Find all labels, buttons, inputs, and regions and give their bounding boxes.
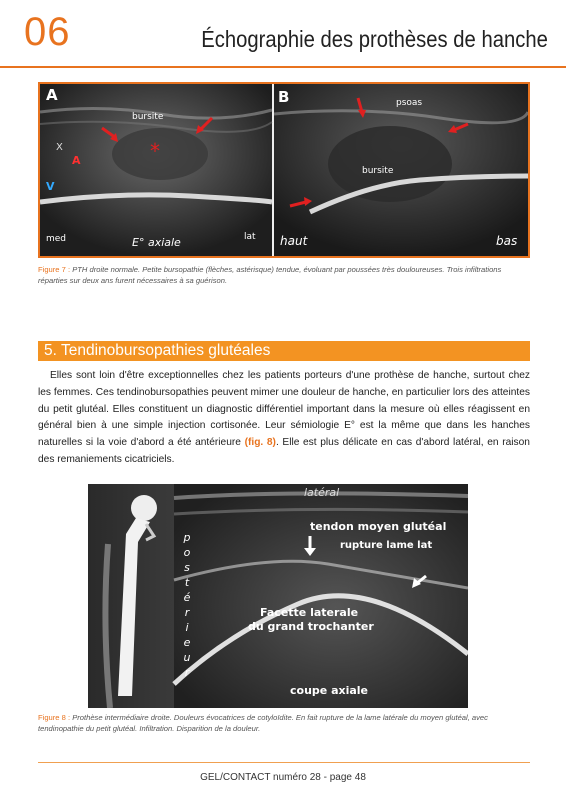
x-label: X — [56, 142, 63, 153]
header-rule — [0, 66, 566, 68]
figure-7-caption — [38, 264, 530, 286]
figure-8-caption-label: Figure 8 : — [38, 713, 71, 722]
figure-7-caption-label: Figure 7 : — [38, 265, 71, 274]
rupture-label: rupture lame lat — [340, 540, 433, 551]
body-text-1: Elles sont loin d'être exceptionnelles chez les patients porteurs d'une prothèse de hanche, surtout chez les femmes. Ces tendinobursopathies peuvent mimer une douleur de hanche, en particulier lors des atteintes du petit glutéal. Elles constituent un diagnostic différentiel important dans la mesure où elles réagissent en général bien à une simple injection cortisonée. Leur sémiologie E° est la même que dans les hanches naturelles si la voie d'abord a été antérieure — [38, 370, 530, 449]
posterieur-letter: u — [183, 651, 191, 664]
posterieur-letter: t — [184, 576, 190, 589]
figure-7-image — [40, 84, 528, 256]
posterieur-vertical-label — [180, 530, 194, 680]
bursite-label-a: bursite — [132, 112, 164, 122]
figure-8-reference[interactable]: (fig. 8) — [244, 437, 276, 449]
body-text-2: . Elle est plus délicate en cas d'abord latéral, en raison des remaniements cicatriciels. — [38, 437, 530, 465]
posterieur-letter: r — [184, 606, 190, 619]
bas-label: bas — [496, 234, 518, 248]
psoas-label: psoas — [396, 98, 423, 108]
figure-8-caption-text: Prothèse intermédiaire droite. Douleurs évocatrices de cotyloïdite. En fait rupture de la lame latérale du moyen glutéal, avec tendinopathie du petit glutéal. Infiltration. Disparition de la douleur. — [38, 713, 488, 733]
haut-label: haut — [280, 234, 308, 248]
vein-label: V — [46, 180, 55, 193]
figure-7-caption-text: PTH droite normale. Petite bursopathie (flèches, astérisque) tendue, évoluant par poussées très douloureuses. Trois infiltrations réparties sur deux ans furent nécessaires à sa guérison. — [38, 265, 502, 285]
posterieur-letter: r — [184, 666, 190, 679]
bursite-label-b: bursite — [362, 166, 394, 176]
posterieur-letter: p — [183, 531, 191, 544]
figure-8-image — [88, 484, 468, 708]
page-title: Échographie des prothèses de hanche — [201, 26, 548, 52]
chapter-number: 06 — [24, 10, 71, 54]
posterieur-letter: e — [183, 636, 191, 649]
footer-rule — [38, 762, 530, 763]
posterieur-letter: é — [183, 591, 191, 604]
panel-a-label: A — [46, 86, 58, 104]
lateral-label: latéral — [304, 486, 340, 499]
figure-8-ultrasound — [88, 484, 468, 708]
tendon-label: tendon moyen glutéal — [310, 520, 447, 533]
posterieur-letter: i — [185, 621, 189, 634]
section-body — [38, 368, 530, 469]
posterieur-letter: s — [184, 561, 190, 574]
panel-b-label: B — [278, 88, 290, 106]
section-title: 5. Tendinobursopathies glutéales — [44, 342, 271, 359]
posterieur-letter: o — [183, 546, 191, 559]
facette-label-line1: Facette laterale — [260, 606, 359, 619]
med-label: med — [46, 234, 67, 244]
axiale-label: E° axiale — [132, 236, 181, 249]
svg-text:*: * — [150, 139, 160, 163]
lat-label: lat — [244, 232, 256, 242]
page-footer: GEL/CONTACT numéro 28 - page 48 — [200, 772, 366, 783]
coupe-axiale-label: coupe axiale — [290, 684, 369, 697]
artery-label: A — [72, 154, 81, 167]
figure-7-ultrasound — [38, 82, 530, 258]
figure-8-caption — [38, 712, 530, 734]
facette-label-line2: du grand trochanter — [248, 620, 374, 633]
